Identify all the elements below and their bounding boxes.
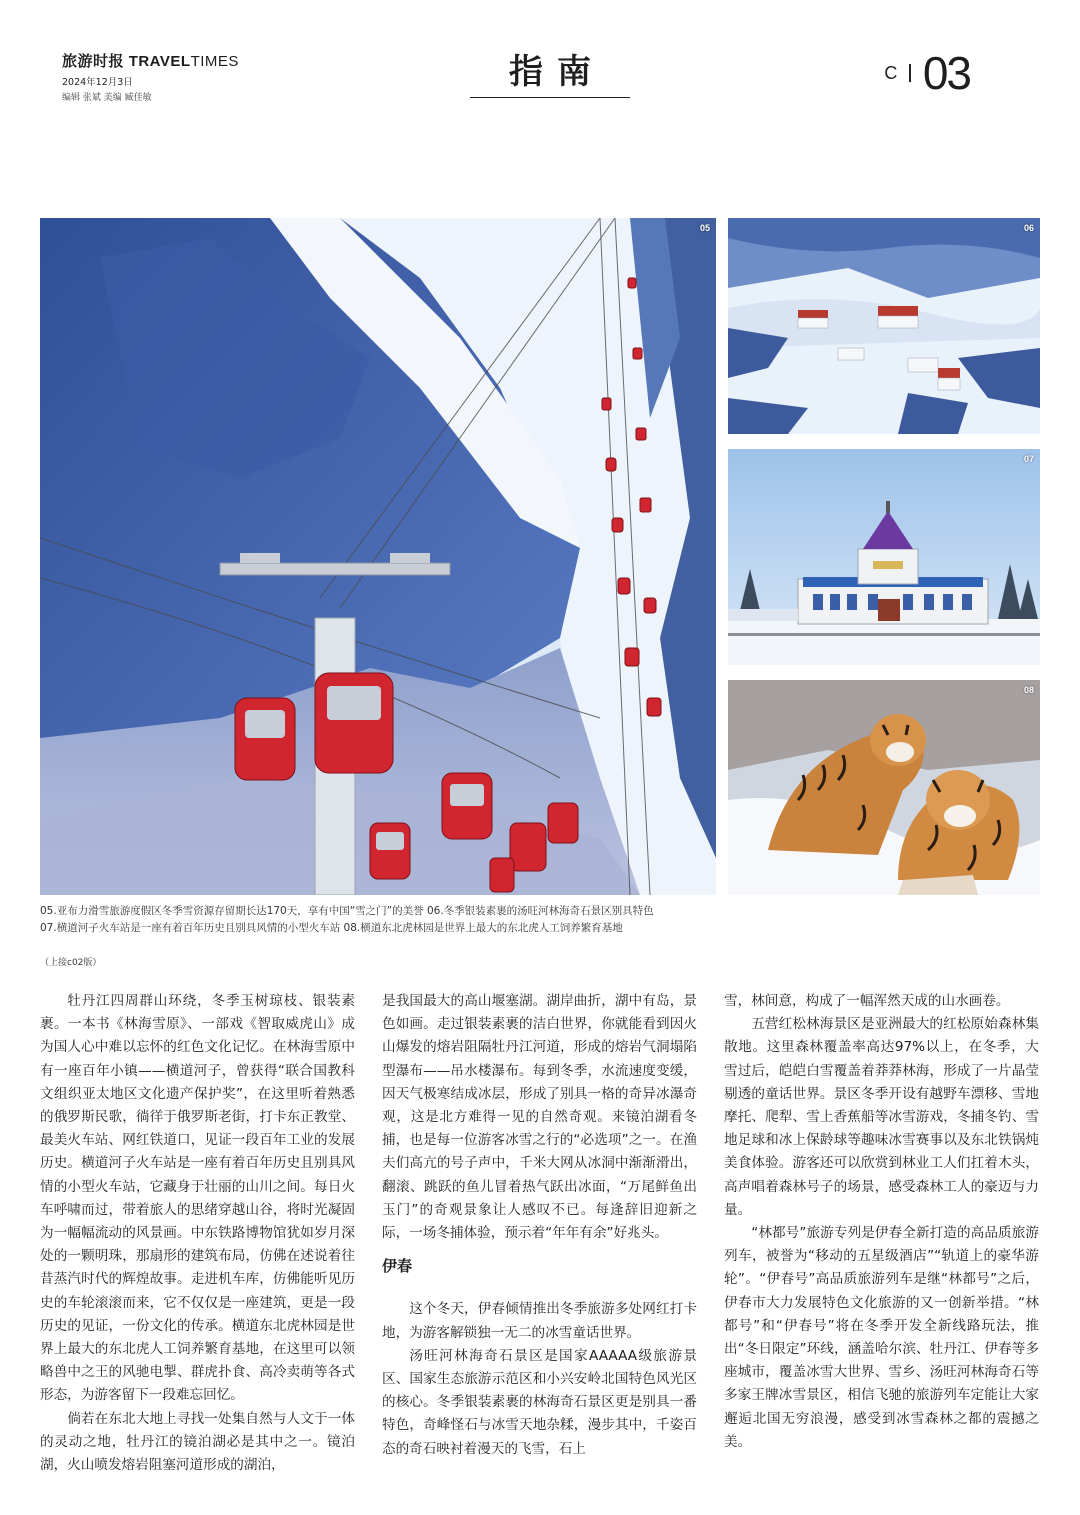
photo-train-station [728,449,1040,665]
article-paragraph: 倘若在东北大地上寻找一处集自然与人文于一体的灵动之地，牡丹江的镜泊湖必是其中之一。镜泊湖，火山喷发熔岩阻塞河道形成的湖泊， [40,1410,355,1474]
photo-tag: 05 [699,223,710,233]
snow-village-illustration [728,218,1040,434]
page-prefix: C [884,62,898,83]
photo-tag: 07 [1023,454,1034,464]
page-number-value: 03 [922,47,970,99]
article-paragraph: 雪，林间意，构成了一幅浑然天成的山水画卷。 [724,993,1010,1009]
caption-line-2: 07.横道河子火车站是一座有着百年历史且别具风情的小型火车站 08.横道东北虎林园是世界上最大的东北虎人工饲养繁育基地 [40,922,623,934]
article-paragraph: 是我国最大的高山堰塞湖。湖岸曲折，湖中有岛，景色如画。走过银装素裹的洁白世界，你就能看到因火山爆发的熔岩阻隔牡丹江河道，形成的熔岩气洞塌陷型瀑布——吊水楼瀑布。每到冬季，水流速度变缓，因天气极寒结成冰层，形成了别具一格的奇异冰瀑奇观，这是北方难得一见的自然奇观。来镜泊湖看冬捕，也是每一位游客冰雪之行的“必选项”之一。在渔夫们高亢的号子声中，千米大网从冰洞中渐渐滑出，翻滚、跳跃的鱼儿冒着热气跃出冰面，“万尾鲜鱼出玉门”的奇观景象让人感叹不已。每逢辞旧迎新之际，一场冬捕体验，预示着“年年有余”好兆头。 [382,993,697,1242]
brand-cn: 旅游时报 [62,53,125,70]
article-paragraph: “林都号”旅游专列是伊春全新打造的高品质旅游列车，被誉为“移动的五星级酒店”“轨道上的豪华游轮”。“伊春号”高品质旅游列车是继“林都号”之后，伊春市大力发展特色文化旅游的又一创新举措。“林都号”和“伊春号”将在冬季开发全新线路玩法，推出“冬日限定”环线，涵盖哈尔滨、牡丹江、伊春等多座城市，覆盖冰雪大世界、雪乡、汤旺河林海奇石等多家王牌冰雪景区，相信飞驰的旅游列车定能让大家邂逅北国无穷浪漫，感受到冰雪森林之都的震撼之美。 [724,1225,1039,1450]
photo-tag: 08 [1023,685,1034,695]
photo-tag: 06 [1023,223,1034,233]
article-paragraph: 汤旺河林海奇石景区是国家AAAAA级旅游景区、国家生态旅游示范区和小兴安岭北国特色风光区的核心。冬季银装素裹的林海奇石景区更是别具一番特色，奇峰怪石与冰雪天地杂糅，漫步其中，千姿百态的奇石映衬着漫天的飞雪，石上 [382,1347,697,1457]
issue-date: 2024年12月3日 [62,77,133,88]
brand-en-bold: TRAVEL [128,53,191,70]
tigers-illustration [728,680,1040,895]
photo-cable-car [40,218,716,895]
section-heading-yichun: 伊春 [382,1257,413,1276]
masthead [62,50,239,103]
page-divider [909,64,911,82]
newspaper-brand [62,50,239,71]
article-paragraph: 五营红松林海景区是亚洲最大的红松原始森林集散地。这里森林覆盖率高达97%以上，在冬季，大雪过后，皑皑白雪覆盖着莽莽林海，形成了一片晶莹剔透的童话世界。景区冬季开设有越野车漂移、雪地摩托、爬犁、雪上香蕉船等冰雪游戏，冬捕冬钓、雪地足球和冰上保龄球等趣味冰雪赛事以及东北铁锅炖美食体验。游客还可以欣赏到林业工人们扛着木头，高声唱着森林号子的场景，感受森林工人的豪迈与力量。 [724,1016,1039,1218]
article-column-1 [40,990,355,1477]
article-paragraph: 这个冬天，伊春倾情推出冬季旅游多处网红打卡地，为游客解锁独一无二的冰雪童话世界。 [382,1301,697,1341]
photo-tigers [728,680,1040,895]
train-station-illustration [728,449,1040,665]
continued-note: （上接c02版） [40,958,102,968]
brand-en-light: TIMES [190,53,239,70]
caption-line-1: 05.亚布力滑雪旅游度假区冬季雪资源存留期长达170天，享有中国“雪之门”的美誉 06.冬季银装素裹的汤旺河林海奇石景区别具特色 [40,905,654,917]
section-title: 指南 [470,44,630,98]
page-number [884,47,970,99]
article-column-2 [382,990,697,1461]
editor-credits: 编辑 张斌 美编 臧佳敏 [62,93,152,103]
cable-car-illustration [40,218,716,895]
article-paragraph: 牡丹江四周群山环绕，冬季玉树琼枝、银装素裹。一本书《林海雪原》、一部戏《智取威虎山》成为国人心中难以忘怀的红色文化记忆。在林海雪原中有一座百年小镇——横道河子，曾获得“联合国教科文组织亚太地区文化遗产保护奖”，在这里听着熟悉的俄罗斯民歌，徜徉于俄罗斯老街，打卡东正教堂、最美火车站、网红铁道口，见证一段百年工业的发展历史。横道河子火车站是一座有着百年历史且别具风情的小型火车站，它藏身于壮丽的山川之间。每日火车呼啸而过，带着旅人的思绪穿越山谷，将时光凝固为一幅幅流动的风景画。中东铁路博物馆犹如岁月深处的一颗明珠，那扇形的建筑布局，仿佛在述说着往昔蒸汽时代的辉煌故事。走进机车库，仿佛能听见历史的车轮滚滚而来，它不仅仅是一座建筑，更是一段历史的见证，一份文化的传承。横道东北虎林园是世界上最大的东北虎人工饲养繁育基地，在这里可以领略兽中之王的风驰电掣、群虎扑食、高冷卖萌等各式形态，为游客留下一段难忘回忆。 [40,993,355,1404]
photo-snow-village [728,218,1040,434]
photo-captions [40,903,1040,937]
article-column-3 [724,990,1039,1454]
